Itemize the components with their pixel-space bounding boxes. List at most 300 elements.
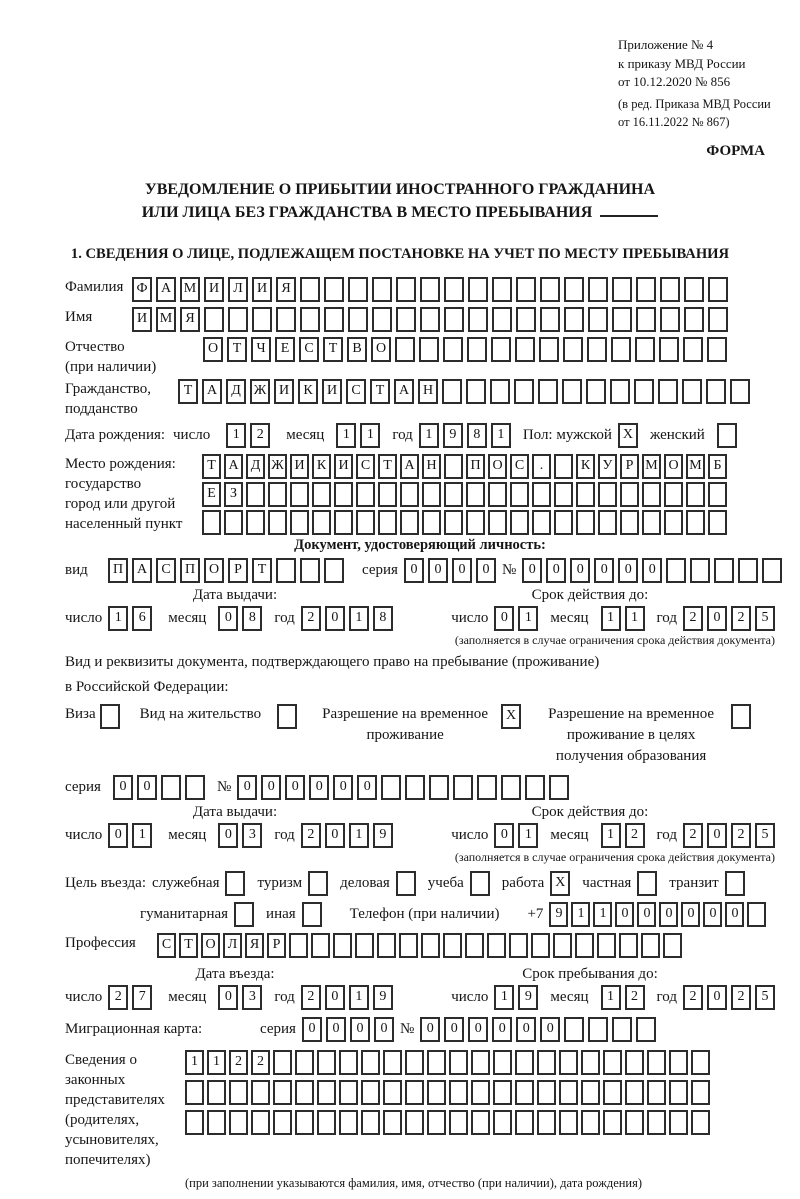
- form-cell[interactable]: [333, 933, 352, 958]
- form-cell[interactable]: [553, 933, 572, 958]
- form-cell[interactable]: Р: [267, 933, 286, 958]
- male-checkbox[interactable]: X: [618, 423, 638, 448]
- form-cell[interactable]: Р: [620, 454, 639, 479]
- resdoc-issue-year-boxes[interactable]: [301, 823, 393, 848]
- form-cell[interactable]: [636, 307, 656, 332]
- form-cell[interactable]: 0: [546, 558, 566, 583]
- form-cell[interactable]: [161, 775, 181, 800]
- iddoc-valid-year-boxes[interactable]: [683, 606, 775, 631]
- form-cell[interactable]: [300, 307, 320, 332]
- form-cell[interactable]: 0: [615, 902, 634, 927]
- form-cell[interactable]: 1: [593, 902, 612, 927]
- purpose-commercial-checkbox[interactable]: [396, 871, 416, 896]
- resdoc-valid-month-boxes[interactable]: [601, 823, 645, 848]
- form-cell[interactable]: [620, 510, 639, 535]
- form-cell[interactable]: 0: [476, 558, 496, 583]
- form-cell[interactable]: 1: [601, 606, 621, 631]
- form-cell[interactable]: [576, 482, 595, 507]
- form-cell[interactable]: 2: [301, 606, 321, 631]
- form-cell[interactable]: 2: [731, 823, 751, 848]
- form-cell[interactable]: 3: [242, 823, 262, 848]
- form-cell[interactable]: [339, 1050, 358, 1075]
- form-cell[interactable]: [603, 1050, 622, 1075]
- form-cell[interactable]: М: [642, 454, 661, 479]
- form-cell[interactable]: [666, 558, 686, 583]
- form-cell[interactable]: [449, 1080, 468, 1105]
- form-cell[interactable]: С: [356, 454, 375, 479]
- form-cell[interactable]: [348, 277, 368, 302]
- form-cell[interactable]: 5: [755, 606, 775, 631]
- form-cell[interactable]: Ч: [251, 337, 271, 362]
- birthplace-row1-boxes[interactable]: [202, 454, 727, 479]
- form-cell[interactable]: 2: [108, 985, 128, 1010]
- form-cell[interactable]: [477, 775, 497, 800]
- form-cell[interactable]: [442, 379, 462, 404]
- form-cell[interactable]: 6: [132, 606, 152, 631]
- form-cell[interactable]: 1: [625, 606, 645, 631]
- stay-day-boxes[interactable]: [494, 985, 538, 1010]
- form-cell[interactable]: [290, 510, 309, 535]
- form-cell[interactable]: 2: [251, 1050, 270, 1075]
- form-cell[interactable]: [493, 1050, 512, 1075]
- form-cell[interactable]: [444, 510, 463, 535]
- form-cell[interactable]: [381, 775, 401, 800]
- form-cell[interactable]: [708, 277, 728, 302]
- form-cell[interactable]: [598, 482, 617, 507]
- form-cell[interactable]: [539, 337, 559, 362]
- form-cell[interactable]: [559, 1080, 578, 1105]
- form-cell[interactable]: [383, 1050, 402, 1075]
- form-cell[interactable]: [537, 1050, 556, 1075]
- form-cell[interactable]: [229, 1110, 248, 1135]
- form-cell[interactable]: [625, 1110, 644, 1135]
- form-cell[interactable]: 0: [113, 775, 133, 800]
- form-cell[interactable]: [515, 337, 535, 362]
- form-cell[interactable]: 1: [601, 823, 621, 848]
- iddoc-valid-month-boxes[interactable]: [601, 606, 645, 631]
- form-cell[interactable]: 0: [703, 902, 722, 927]
- form-cell[interactable]: [396, 277, 416, 302]
- form-cell[interactable]: М: [180, 277, 200, 302]
- form-cell[interactable]: [449, 1050, 468, 1075]
- form-cell[interactable]: И: [252, 277, 272, 302]
- purpose-study-checkbox[interactable]: [470, 871, 490, 896]
- form-cell[interactable]: [612, 307, 632, 332]
- form-cell[interactable]: [466, 379, 486, 404]
- form-cell[interactable]: 1: [518, 823, 538, 848]
- form-cell[interactable]: [429, 775, 449, 800]
- form-cell[interactable]: [372, 277, 392, 302]
- form-cell[interactable]: 7: [132, 985, 152, 1010]
- form-cell[interactable]: [312, 482, 331, 507]
- form-cell[interactable]: [276, 307, 296, 332]
- form-cell[interactable]: И: [132, 307, 152, 332]
- form-cell[interactable]: Е: [202, 482, 221, 507]
- form-cell[interactable]: 1: [207, 1050, 226, 1075]
- form-cell[interactable]: Ф: [132, 277, 152, 302]
- form-cell[interactable]: [185, 1080, 204, 1105]
- form-cell[interactable]: [317, 1050, 336, 1075]
- form-cell[interactable]: 0: [108, 823, 128, 848]
- form-cell[interactable]: [581, 1110, 600, 1135]
- legal-row3-boxes[interactable]: [185, 1110, 710, 1135]
- form-cell[interactable]: [246, 510, 265, 535]
- form-cell[interactable]: [427, 1050, 446, 1075]
- form-cell[interactable]: [684, 277, 704, 302]
- resdoc-issue-day-boxes[interactable]: [108, 823, 152, 848]
- stay-month-boxes[interactable]: [601, 985, 645, 1010]
- iddoc-issue-year-boxes[interactable]: [301, 606, 393, 631]
- form-cell[interactable]: В: [347, 337, 367, 362]
- form-cell[interactable]: И: [204, 277, 224, 302]
- form-cell[interactable]: 2: [301, 985, 321, 1010]
- form-cell[interactable]: [554, 482, 573, 507]
- form-cell[interactable]: [707, 337, 727, 362]
- visa-checkbox[interactable]: [100, 704, 120, 729]
- form-cell[interactable]: [273, 1050, 292, 1075]
- form-cell[interactable]: [708, 482, 727, 507]
- iddoc-issue-day-boxes[interactable]: [108, 606, 152, 631]
- form-cell[interactable]: [747, 902, 766, 927]
- form-cell[interactable]: [493, 1110, 512, 1135]
- form-cell[interactable]: [405, 1110, 424, 1135]
- form-cell[interactable]: [405, 1050, 424, 1075]
- form-cell[interactable]: [603, 1110, 622, 1135]
- form-cell[interactable]: [444, 482, 463, 507]
- form-cell[interactable]: [471, 1110, 490, 1135]
- resdoc-series-boxes[interactable]: [113, 775, 205, 800]
- form-cell[interactable]: 0: [468, 1017, 488, 1042]
- form-cell[interactable]: [691, 1080, 710, 1105]
- form-cell[interactable]: Я: [245, 933, 264, 958]
- form-cell[interactable]: О: [201, 933, 220, 958]
- form-cell[interactable]: [444, 277, 464, 302]
- form-cell[interactable]: [273, 1080, 292, 1105]
- purpose-other-checkbox[interactable]: [302, 902, 322, 927]
- form-cell[interactable]: [405, 775, 425, 800]
- form-cell[interactable]: 0: [659, 902, 678, 927]
- birthplace-row2-boxes[interactable]: [202, 482, 727, 507]
- migration-series-boxes[interactable]: [302, 1017, 394, 1042]
- form-cell[interactable]: О: [204, 558, 224, 583]
- birth-day-boxes[interactable]: [226, 423, 270, 448]
- form-cell[interactable]: [635, 337, 655, 362]
- form-cell[interactable]: [400, 510, 419, 535]
- form-cell[interactable]: 1: [349, 985, 369, 1010]
- form-cell[interactable]: [324, 307, 344, 332]
- form-cell[interactable]: [471, 1080, 490, 1105]
- form-cell[interactable]: [492, 307, 512, 332]
- form-cell[interactable]: М: [686, 454, 705, 479]
- form-cell[interactable]: .: [532, 454, 551, 479]
- form-cell[interactable]: М: [156, 307, 176, 332]
- form-cell[interactable]: 0: [302, 1017, 322, 1042]
- form-cell[interactable]: [611, 337, 631, 362]
- form-cell[interactable]: [554, 510, 573, 535]
- form-cell[interactable]: [669, 1080, 688, 1105]
- form-cell[interactable]: 0: [637, 902, 656, 927]
- form-cell[interactable]: Т: [179, 933, 198, 958]
- form-cell[interactable]: [562, 379, 582, 404]
- form-cell[interactable]: Д: [246, 454, 265, 479]
- form-cell[interactable]: 0: [218, 823, 238, 848]
- form-cell[interactable]: 8: [242, 606, 262, 631]
- form-cell[interactable]: [612, 277, 632, 302]
- form-cell[interactable]: [466, 482, 485, 507]
- form-cell[interactable]: 2: [301, 823, 321, 848]
- form-cell[interactable]: [361, 1110, 380, 1135]
- form-cell[interactable]: Т: [370, 379, 390, 404]
- form-cell[interactable]: Л: [228, 277, 248, 302]
- form-cell[interactable]: [531, 933, 550, 958]
- form-cell[interactable]: [466, 510, 485, 535]
- form-cell[interactable]: [334, 510, 353, 535]
- form-cell[interactable]: 3: [242, 985, 262, 1010]
- form-cell[interactable]: [554, 454, 573, 479]
- form-cell[interactable]: 1: [491, 423, 511, 448]
- female-checkbox[interactable]: [717, 423, 737, 448]
- form-cell[interactable]: [290, 482, 309, 507]
- form-cell[interactable]: 1: [360, 423, 380, 448]
- form-cell[interactable]: С: [346, 379, 366, 404]
- form-cell[interactable]: 0: [707, 606, 727, 631]
- form-cell[interactable]: [487, 933, 506, 958]
- form-cell[interactable]: [691, 1110, 710, 1135]
- form-cell[interactable]: 2: [731, 985, 751, 1010]
- form-cell[interactable]: 5: [755, 823, 775, 848]
- form-cell[interactable]: [588, 1017, 608, 1042]
- form-cell[interactable]: [597, 933, 616, 958]
- form-cell[interactable]: [372, 307, 392, 332]
- form-cell[interactable]: [642, 510, 661, 535]
- resdoc-number-boxes[interactable]: [237, 775, 569, 800]
- form-cell[interactable]: [493, 1080, 512, 1105]
- form-cell[interactable]: [339, 1080, 358, 1105]
- form-cell[interactable]: [488, 510, 507, 535]
- form-cell[interactable]: А: [224, 454, 243, 479]
- form-cell[interactable]: [467, 337, 487, 362]
- form-cell[interactable]: [339, 1110, 358, 1135]
- form-cell[interactable]: И: [274, 379, 294, 404]
- profession-boxes[interactable]: [157, 933, 682, 958]
- form-cell[interactable]: [532, 482, 551, 507]
- form-cell[interactable]: 1: [571, 902, 590, 927]
- form-cell[interactable]: [324, 277, 344, 302]
- form-cell[interactable]: [295, 1080, 314, 1105]
- form-cell[interactable]: [422, 482, 441, 507]
- form-cell[interactable]: [185, 775, 205, 800]
- form-cell[interactable]: 0: [237, 775, 257, 800]
- form-cell[interactable]: [207, 1080, 226, 1105]
- form-cell[interactable]: 0: [492, 1017, 512, 1042]
- form-cell[interactable]: 2: [229, 1050, 248, 1075]
- form-cell[interactable]: [564, 307, 584, 332]
- form-cell[interactable]: [228, 307, 248, 332]
- form-cell[interactable]: [664, 482, 683, 507]
- form-cell[interactable]: Я: [276, 277, 296, 302]
- form-cell[interactable]: [588, 277, 608, 302]
- stay-year-boxes[interactable]: [683, 985, 775, 1010]
- birthplace-row3-boxes[interactable]: [202, 510, 727, 535]
- form-cell[interactable]: [660, 277, 680, 302]
- form-cell[interactable]: [361, 1050, 380, 1075]
- form-cell[interactable]: 0: [452, 558, 472, 583]
- surname-boxes[interactable]: [132, 277, 728, 302]
- form-cell[interactable]: [659, 337, 679, 362]
- form-cell[interactable]: [395, 337, 415, 362]
- form-cell[interactable]: [491, 337, 511, 362]
- form-cell[interactable]: 0: [325, 606, 345, 631]
- form-cell[interactable]: 1: [226, 423, 246, 448]
- form-cell[interactable]: [559, 1050, 578, 1075]
- form-cell[interactable]: [488, 482, 507, 507]
- form-cell[interactable]: [537, 1080, 556, 1105]
- form-cell[interactable]: 0: [333, 775, 353, 800]
- form-cell[interactable]: [317, 1110, 336, 1135]
- form-cell[interactable]: 0: [420, 1017, 440, 1042]
- form-cell[interactable]: К: [298, 379, 318, 404]
- purpose-business-checkbox[interactable]: [225, 871, 245, 896]
- form-cell[interactable]: [515, 1110, 534, 1135]
- form-cell[interactable]: [664, 510, 683, 535]
- form-cell[interactable]: [540, 307, 560, 332]
- form-cell[interactable]: [634, 379, 654, 404]
- form-cell[interactable]: [420, 307, 440, 332]
- form-cell[interactable]: [422, 510, 441, 535]
- purpose-transit-checkbox[interactable]: [725, 871, 745, 896]
- form-cell[interactable]: 0: [326, 1017, 346, 1042]
- form-cell[interactable]: Т: [378, 454, 397, 479]
- form-cell[interactable]: [295, 1050, 314, 1075]
- resdoc-valid-year-boxes[interactable]: [683, 823, 775, 848]
- form-cell[interactable]: 1: [518, 606, 538, 631]
- form-cell[interactable]: Ж: [250, 379, 270, 404]
- form-cell[interactable]: 1: [419, 423, 439, 448]
- form-cell[interactable]: [682, 379, 702, 404]
- form-cell[interactable]: [311, 933, 330, 958]
- form-cell[interactable]: [537, 1110, 556, 1135]
- form-cell[interactable]: [361, 1080, 380, 1105]
- legal-row2-boxes[interactable]: [185, 1080, 710, 1105]
- form-cell[interactable]: [559, 1110, 578, 1135]
- form-cell[interactable]: О: [371, 337, 391, 362]
- form-cell[interactable]: [273, 1110, 292, 1135]
- form-cell[interactable]: [383, 1110, 402, 1135]
- form-cell[interactable]: [515, 1050, 534, 1075]
- purpose-tourism-checkbox[interactable]: [308, 871, 328, 896]
- form-cell[interactable]: [510, 510, 529, 535]
- form-cell[interactable]: 5: [755, 985, 775, 1010]
- form-cell[interactable]: [586, 379, 606, 404]
- form-cell[interactable]: 0: [516, 1017, 536, 1042]
- purpose-humanitarian-checkbox[interactable]: [234, 902, 254, 927]
- form-cell[interactable]: А: [400, 454, 419, 479]
- form-cell[interactable]: 2: [625, 823, 645, 848]
- form-cell[interactable]: [405, 1080, 424, 1105]
- form-cell[interactable]: [538, 379, 558, 404]
- form-cell[interactable]: 1: [349, 823, 369, 848]
- form-cell[interactable]: [564, 1017, 584, 1042]
- form-cell[interactable]: [276, 558, 296, 583]
- form-cell[interactable]: [691, 1050, 710, 1075]
- form-cell[interactable]: 0: [325, 985, 345, 1010]
- migration-number-boxes[interactable]: [420, 1017, 656, 1042]
- form-cell[interactable]: [660, 307, 680, 332]
- form-cell[interactable]: Т: [227, 337, 247, 362]
- purpose-private-checkbox[interactable]: [637, 871, 657, 896]
- iddoc-issue-month-boxes[interactable]: [218, 606, 262, 631]
- form-cell[interactable]: Н: [418, 379, 438, 404]
- form-cell[interactable]: О: [664, 454, 683, 479]
- form-cell[interactable]: [444, 307, 464, 332]
- form-cell[interactable]: З: [224, 482, 243, 507]
- form-cell[interactable]: 0: [540, 1017, 560, 1042]
- form-cell[interactable]: [492, 277, 512, 302]
- form-cell[interactable]: [730, 379, 750, 404]
- form-cell[interactable]: 8: [373, 606, 393, 631]
- form-cell[interactable]: [581, 1080, 600, 1105]
- form-cell[interactable]: [510, 482, 529, 507]
- form-cell[interactable]: [246, 482, 265, 507]
- form-cell[interactable]: 1: [336, 423, 356, 448]
- resdoc-issue-month-boxes[interactable]: [218, 823, 262, 848]
- form-cell[interactable]: [317, 1080, 336, 1105]
- form-cell[interactable]: [625, 1050, 644, 1075]
- form-cell[interactable]: [587, 337, 607, 362]
- form-cell[interactable]: [714, 558, 734, 583]
- form-cell[interactable]: 2: [625, 985, 645, 1010]
- form-cell[interactable]: [465, 933, 484, 958]
- form-cell[interactable]: [708, 510, 727, 535]
- form-cell[interactable]: [334, 482, 353, 507]
- form-cell[interactable]: Т: [323, 337, 343, 362]
- form-cell[interactable]: 0: [594, 558, 614, 583]
- form-cell[interactable]: [762, 558, 782, 583]
- form-cell[interactable]: [576, 510, 595, 535]
- form-cell[interactable]: У: [598, 454, 617, 479]
- form-cell[interactable]: 9: [518, 985, 538, 1010]
- form-cell[interactable]: [625, 1080, 644, 1105]
- form-cell[interactable]: [268, 510, 287, 535]
- form-cell[interactable]: 9: [373, 985, 393, 1010]
- form-cell[interactable]: [295, 1110, 314, 1135]
- form-cell[interactable]: [185, 1110, 204, 1135]
- form-cell[interactable]: [396, 307, 416, 332]
- form-cell[interactable]: К: [312, 454, 331, 479]
- form-cell[interactable]: Д: [226, 379, 246, 404]
- form-cell[interactable]: [563, 337, 583, 362]
- form-cell[interactable]: 0: [357, 775, 377, 800]
- form-cell[interactable]: [427, 1110, 446, 1135]
- form-cell[interactable]: 2: [250, 423, 270, 448]
- temp-permit-checkbox[interactable]: X: [501, 704, 521, 729]
- entry-year-boxes[interactable]: [301, 985, 393, 1010]
- form-cell[interactable]: [540, 277, 560, 302]
- form-cell[interactable]: 0: [285, 775, 305, 800]
- form-cell[interactable]: 0: [707, 985, 727, 1010]
- form-cell[interactable]: [684, 307, 704, 332]
- form-cell[interactable]: [509, 933, 528, 958]
- form-cell[interactable]: [708, 307, 728, 332]
- form-cell[interactable]: [378, 510, 397, 535]
- form-cell[interactable]: [525, 775, 545, 800]
- form-cell[interactable]: А: [394, 379, 414, 404]
- form-cell[interactable]: С: [156, 558, 176, 583]
- form-cell[interactable]: 0: [725, 902, 744, 927]
- form-cell[interactable]: 1: [601, 985, 621, 1010]
- form-cell[interactable]: Р: [228, 558, 248, 583]
- form-cell[interactable]: [229, 1080, 248, 1105]
